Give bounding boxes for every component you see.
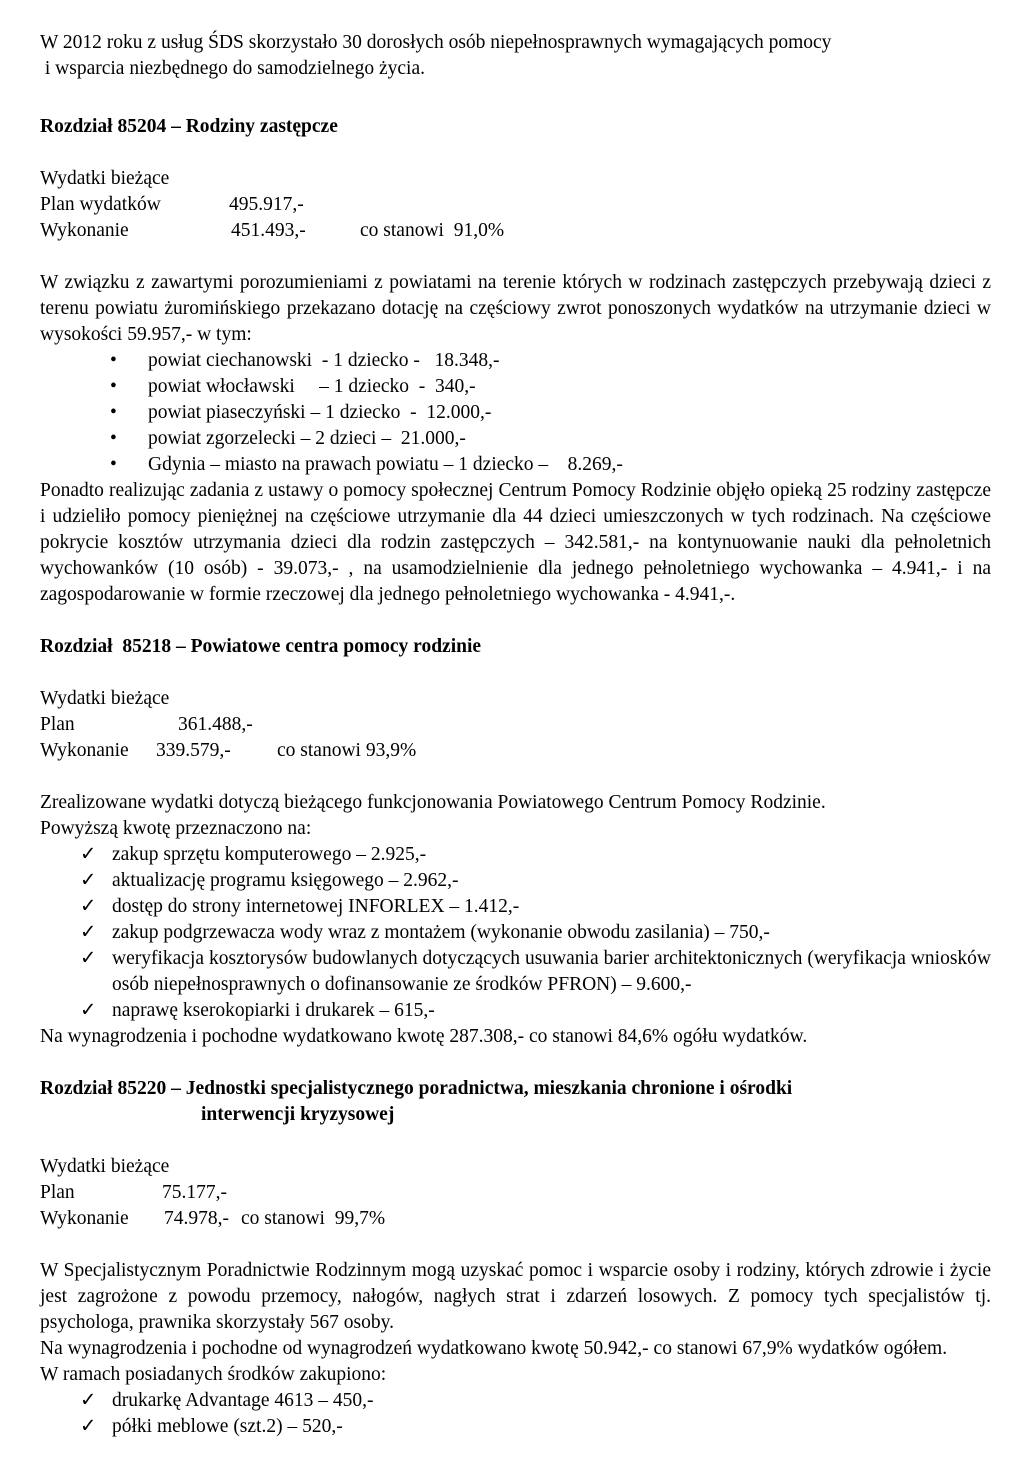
check-mark-icon: ✓ (80, 896, 97, 917)
document-page (40, 30, 991, 1440)
s85220-exec-row (40, 1206, 991, 1232)
check-mark-icon: ✓ (80, 922, 97, 943)
list-item: • Gdynia – miasto na prawach powiatu – 1 dziecko – 8.269,- (40, 452, 991, 478)
exec-label: Wykonanie (40, 740, 129, 761)
list-item: • powiat ciechanowski - 1 dziecko - 18.348,- (40, 348, 991, 374)
check-mark-icon: ✓ (80, 870, 97, 891)
s85218-check-list (40, 842, 991, 1024)
check-mark-icon: ✓ (80, 948, 97, 969)
exec-pct: co stanowi 91,0% (360, 220, 505, 241)
list-item: ✓ zakup sprzętu komputerowego – 2.925,- (40, 842, 991, 868)
list-item: ✓ aktualizację programu księgowego – 2.962,- (40, 868, 991, 894)
exec-value: 74.978,- (164, 1208, 229, 1229)
plan-value: 75.177,- (162, 1182, 227, 1203)
heading-85218: Rozdział 85218 – Powiatowe centra pomocy rodzinie (40, 636, 482, 657)
s85218-paragraph-1: Zrealizowane wydatki dotyczą bieżącego funkcjonowania Powiatowego Centrum Pomocy Rodzinie. (40, 792, 826, 813)
plan-label: Plan (40, 714, 75, 735)
s85204-paragraph-1: W związku z zawartymi porozumieniami z powiatami na terenie których w rodzinach zastępczych przebywają dzieci z terenu powiatu żuromińskiego przekazano dotację na częściowy zwrot ponoszonych wydatków na utrzymanie dzieci w wysokości 59.957,- w tym: (40, 272, 991, 345)
list-item: ✓ dostęp do strony internetowej INFORLEX – 1.412,- (40, 894, 991, 920)
s85218-paragraph-1b: Powyższą kwotę przeznaczono na: (40, 818, 312, 839)
s85220-check-list (40, 1388, 991, 1440)
s85220-paragraph-3: W ramach posiadanych środków zakupiono: (40, 1364, 387, 1385)
list-item: • powiat zgorzelecki – 2 dzieci – 21.000,- (40, 426, 991, 452)
s85204-paragraph-2: Ponadto realizując zadania z ustawy o pomocy społecznej Centrum Pomocy Rodzinie objęło opieką 25 rodziny zastępcze i udzieliło pomocy pieniężnej na częściowe utrzymanie dla 44 dzieci umieszczonych w tych rodzinach. Na częściowe pokrycie kosztów utrzymania dzieci dla rodzin zastępczych – 342.581,- na kontynuowanie nauki dla pełnoletnich wychowanków (10 osób) - 39.073,- , na usamodzielnienie dla jednego pełnoletniego wychowanka – 4.941,- i na zagospodarowanie w formie rzeczowej dla jednego pełnoletniego wychowanka - 4.941,-. (40, 480, 991, 605)
s85218-plan-row (40, 712, 991, 738)
check-mark-icon: ✓ (80, 844, 97, 865)
s85204-bullet-list (40, 348, 991, 478)
s85218-paragraph-2: Na wynagrodzenia i pochodne wydatkowano kwotę 287.308,- co stanowi 84,6% ogółu wydatków. (40, 1026, 808, 1047)
list-item: ✓ weryfikacja kosztorysów budowlanych dotyczących usuwania barier architektonicznych (weryfikacja wniosków osób niepełnosprawnych o dofinansowanie ze środków PFRON) – 9.600,- (80, 948, 991, 995)
s85204-plan-row (40, 192, 991, 218)
list-item: ✓ drukarkę Advantage 4613 – 450,- (40, 1388, 991, 1414)
intro-line-2: i wsparcia niezbędnego do samodzielnego życia. (40, 58, 425, 79)
s85218-wydatki: Wydatki bieżące (40, 688, 170, 709)
exec-pct: co stanowi 93,9% (277, 740, 417, 761)
s85218-exec-row (40, 738, 991, 764)
exec-label: Wykonanie (40, 220, 129, 241)
exec-value: 339.579,- (156, 740, 231, 761)
s85220-paragraph-2: Na wynagrodzenia i pochodne od wynagrodzeń wydatkowano kwotę 50.942,- co stanowi 67,9% wydatków ogółem. (40, 1338, 948, 1359)
check-mark-icon: ✓ (80, 1416, 97, 1437)
list-item: • powiat piaseczyński – 1 dziecko - 12.000,- (40, 400, 991, 426)
intro-line-1: W 2012 roku z usług ŚDS skorzystało 30 dorosłych osób niepełnosprawnych wymagających pomocy (40, 32, 832, 53)
heading-85220-line-2: interwencji kryzysowej (201, 1104, 395, 1125)
plan-label: Plan wydatków (40, 194, 161, 215)
list-item: ✓ półki meblowe (szt.2) – 520,- (40, 1414, 991, 1440)
plan-value: 495.917,- (229, 194, 304, 215)
plan-value: 361.488,- (178, 714, 253, 735)
check-mark-icon: ✓ (80, 1390, 97, 1411)
s85204-wydatki: Wydatki bieżące (40, 168, 170, 189)
list-item: • powiat włocławski – 1 dziecko - 340,- (40, 374, 991, 400)
s85204-exec-row (40, 218, 991, 244)
s85220-wydatki: Wydatki bieżące (40, 1156, 170, 1177)
s85220-plan-row (40, 1180, 991, 1206)
plan-label: Plan (40, 1182, 75, 1203)
s85220-paragraph-1: W Specjalistycznym Poradnictwie Rodzinnym mogą uzyskać pomoc i wsparcie osoby i rodziny, których zdrowie i życie jest zagrożone z powodu przemocy, nałogów, nagłych strat i zdarzeń losowych. Z pomocy tych specjalistów tj. psychologa, prawnika skorzystały 567 osoby. (40, 1260, 991, 1333)
heading-85220-line-1: Rozdział 85220 – Jednostki specjalistycznego poradnictwa, mieszkania chronione i ośrodki (40, 1078, 793, 1099)
heading-85204: Rozdział 85204 – Rodziny zastępcze (40, 116, 338, 137)
exec-value: 451.493,- (231, 220, 306, 241)
list-item: ✓ naprawę kserokopiarki i drukarek – 615,- (40, 998, 991, 1024)
check-mark-icon: ✓ (80, 1000, 97, 1021)
list-item: ✓ zakup podgrzewacza wody wraz z montażem (wykonanie obwodu zasilania) – 750,- (40, 920, 991, 946)
exec-pct: co stanowi 99,7% (241, 1208, 386, 1229)
exec-label: Wykonanie (40, 1208, 129, 1229)
